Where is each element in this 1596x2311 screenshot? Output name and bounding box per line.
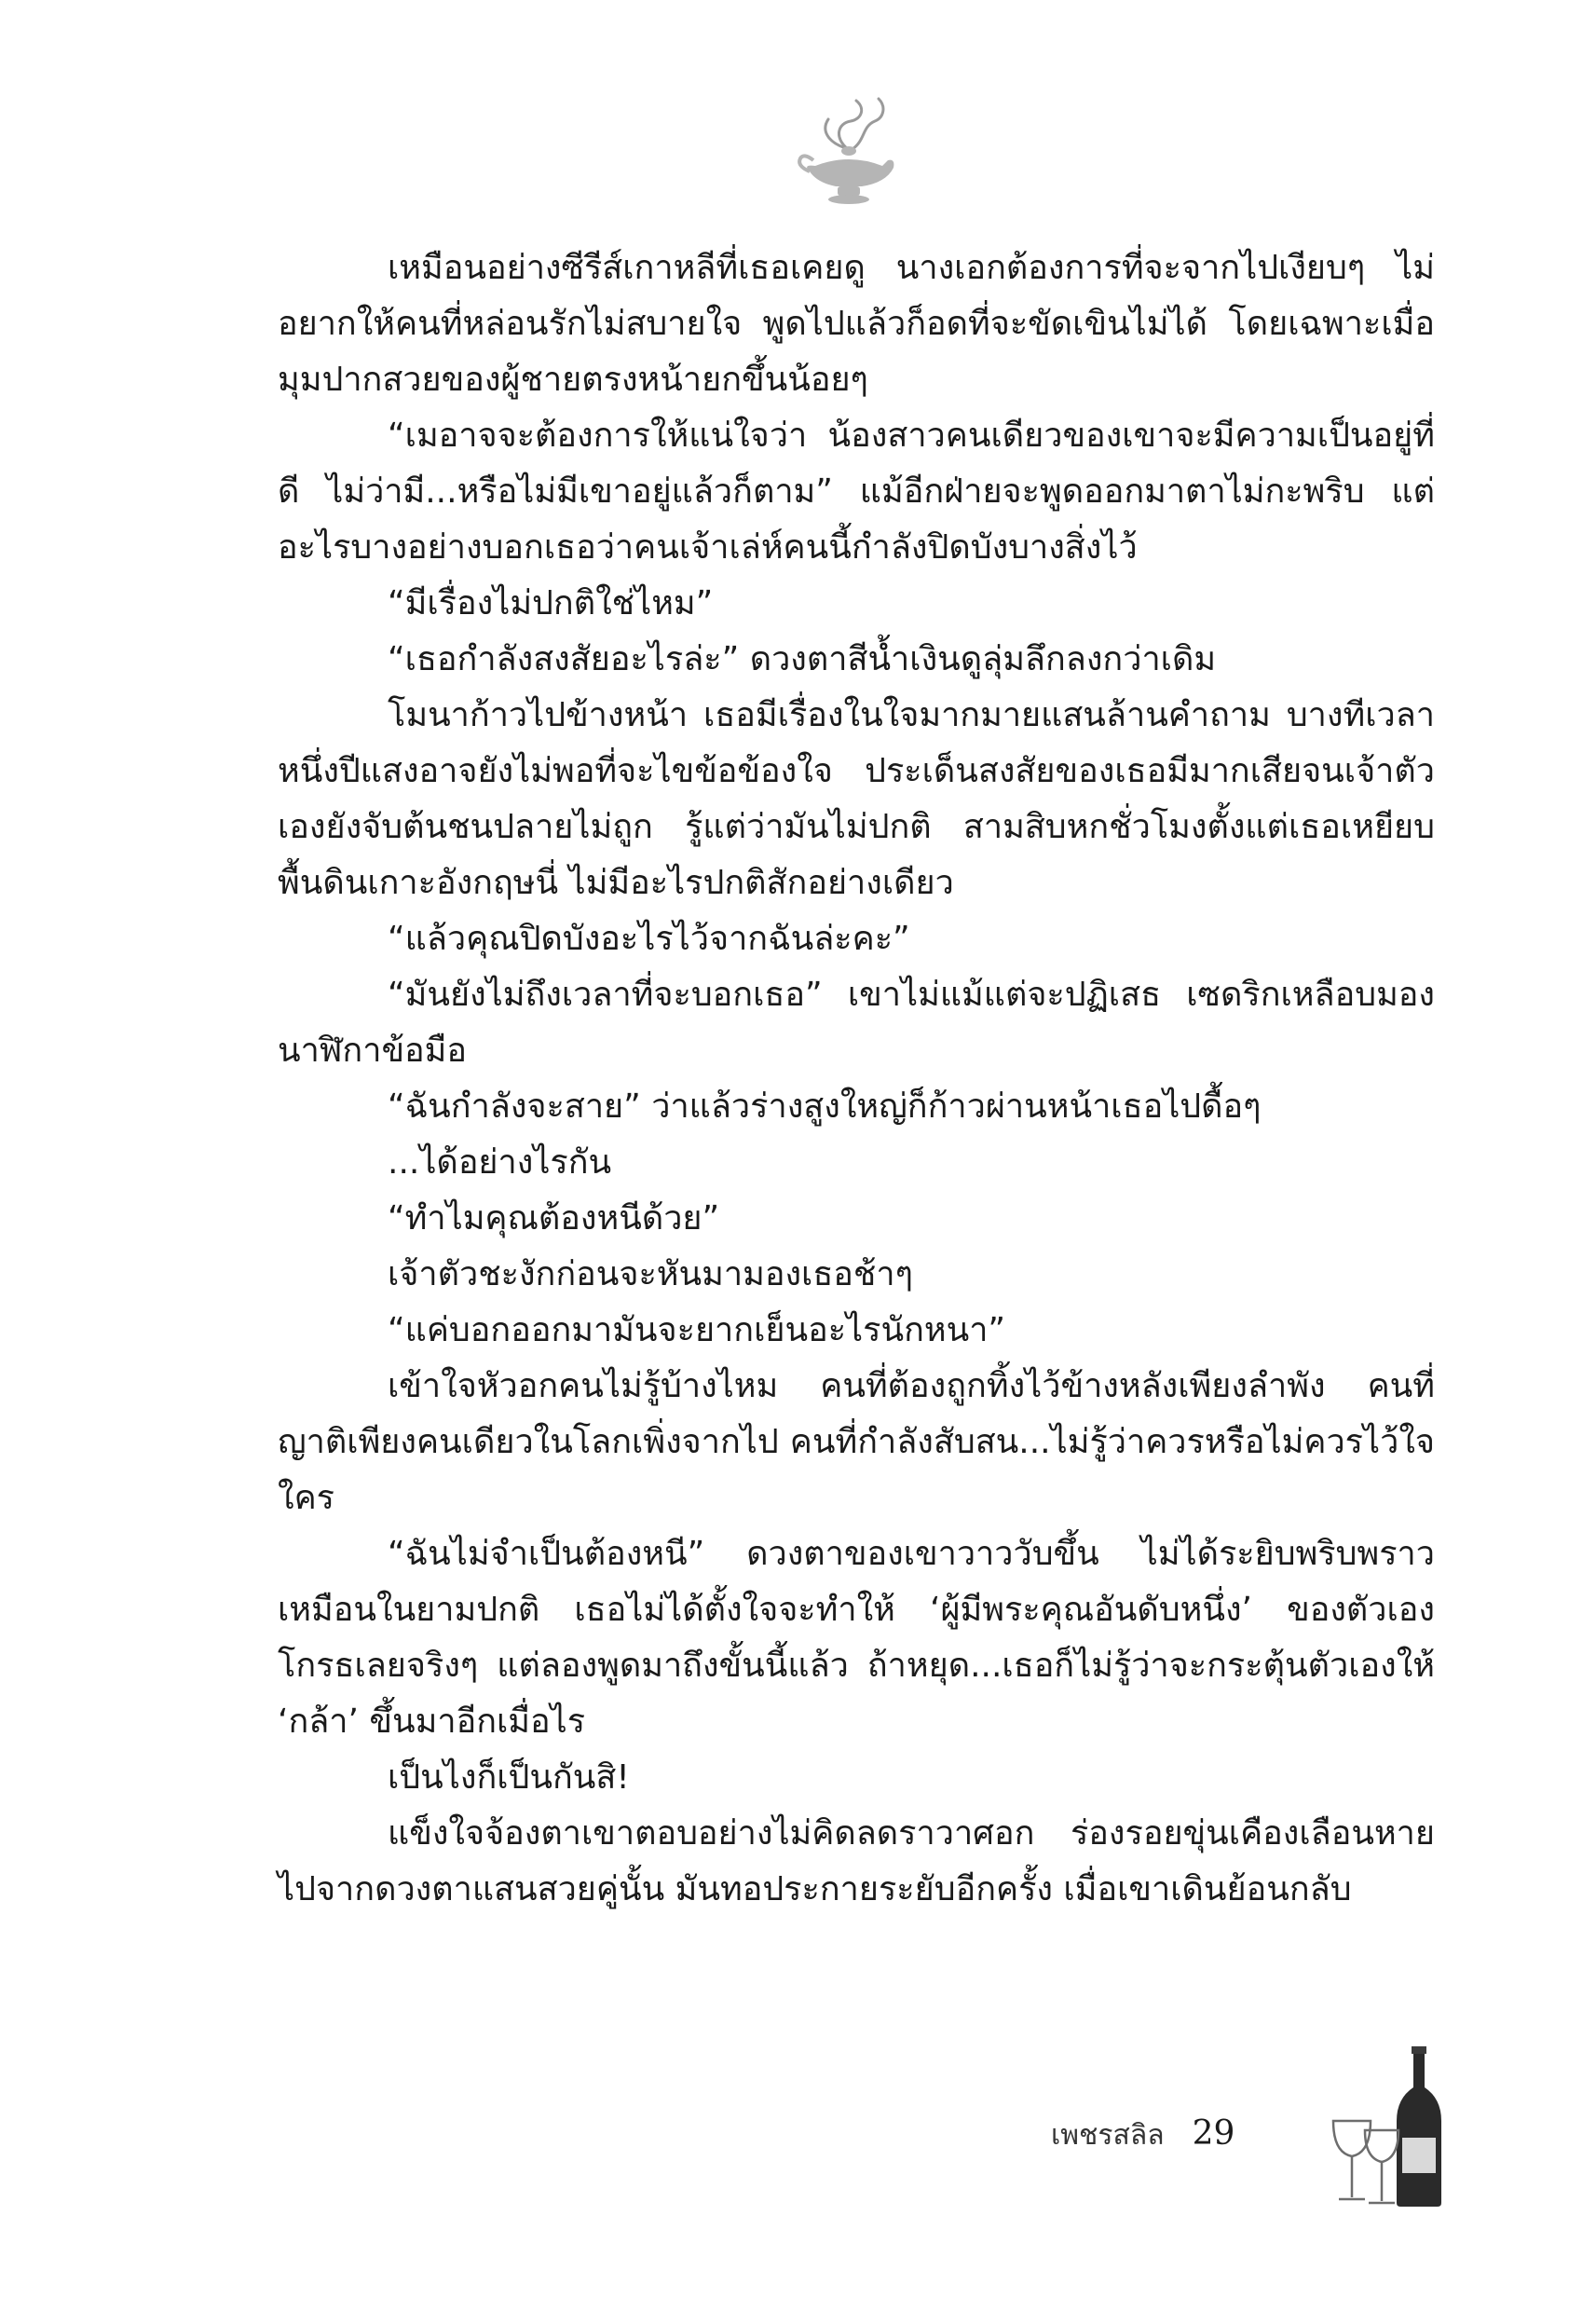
paragraph: โมนาก้าวไปข้างหน้า เธอมีเรื่องในใจมากมายแสนล้านคำถาม บางทีเวลาหนึ่งปีแสงอาจยังไม่พอที่จะไขข้อข้องใจ ประเด็นสงสัยของเธอมีมากเสียจนเจ้าตัวเองยังจับต้นชนปลายไม่ถูก รู้แต่ว่ามันไม่ปกติ สามสิบหกชั่วโมงตั้งแต่เธอเหยียบพื้นดินเกาะอังกฤษนี่ ไม่มีอะไรปกติสักอย่างเดียว [278, 696, 1435, 902]
book-title: เพชรสลิล [1051, 2119, 1165, 2152]
magic-lamp-icon [797, 93, 899, 219]
paragraph: เจ้าตัวชะงักก่อนจะหันมามองเธอช้าๆ [388, 1255, 913, 1293]
page-footer [1051, 2113, 1235, 2169]
paragraph: “ทำไมคุณต้องหนีด้วย” [388, 1199, 720, 1238]
paragraph: เหมือนอย่างซีรีส์เกาหลีที่เธอเคยดู นางเอกต้องการที่จะจากไปเงียบๆ ไม่อยากให้คนที่หล่อนรักไม่สบายใจ พูดไปแล้วก็อดที่จะขัดเขินไม่ได้ โดยเฉพาะเมื่อมุมปากสวยของผู้ชายตรงหน้ายกขึ้นน้อยๆ [278, 249, 1435, 399]
paragraph: “ฉันไม่จำเป็นต้องหนี” ดวงตาของเขาวาววับขึ้น ไม่ได้ระยิบพริบพราวเหมือนในยามปกติ เธอไม่ได้ตั้งใจจะทำให้ ‘ผู้มีพระคุณอันดับหนึ่ง’ ของตัวเองโกรธเลยจริงๆ แต่ลองพูดมาถึงขั้นนี้แล้ว ถ้าหยุด...เธอก็ไม่รู้ว่าจะกระตุ้นตัวเองให้ ‘กล้า’ ขึ้นมาอีกเมื่อไร [278, 1535, 1435, 1741]
paragraph: “แค่บอกออกมามันจะยากเย็นอะไรนักหนา” [388, 1311, 1006, 1349]
paragraph: ...ได้อย่างไรกัน [388, 1143, 612, 1182]
wine-bottle-glasses-icon [1328, 2041, 1453, 2208]
paragraph: “มันยังไม่ถึงเวลาที่จะบอกเธอ” เขาไม่แม้แต่จะปฏิเสธ เซดริกเหลือบมองนาฬิกาข้อมือ [278, 976, 1435, 1070]
paragraph: “แล้วคุณปิดบังอะไรไว้จากฉันล่ะคะ” [388, 920, 910, 958]
page-number: 29 [1192, 2114, 1235, 2153]
paragraph: “มีเรื่องไม่ปกติใช่ไหม” [388, 584, 714, 622]
paragraph: เข้าใจหัวอกคนไม่รู้บ้างไหม คนที่ต้องถูกทิ้งไว้ข้างหลังเพียงลำพัง คนที่ญาติเพียงคนเดียวในโลกเพิ่งจากไป คนที่กำลังสับสน...ไม่รู้ว่าควรหรือไม่ควรไว้ใจใคร [278, 1367, 1435, 1517]
body-text [278, 240, 1435, 1918]
paragraph: “เธอกำลังสงสัยอะไรล่ะ” ดวงตาสีน้ำเงินดูลุ่มลึกลงกว่าเดิม [388, 640, 1217, 678]
paragraph: “เมอาจจะต้องการให้แน่ใจว่า น้องสาวคนเดียวของเขาจะมีความเป็นอยู่ที่ดี ไม่ว่ามี...หรือไม่มีเขาอยู่แล้วก็ตาม” แม้อีกฝ่ายจะพูดออกมาตาไม่กะพริบ แต่อะไรบางอย่างบอกเธอว่าคนเจ้าเล่ห์คนนี้กำลังปิดบังบางสิ่งไว้ [278, 417, 1435, 567]
paragraph: เป็นไงก็เป็นกันสิ! [388, 1758, 630, 1797]
paragraph: แข็งใจจ้องตาเขาตอบอย่างไม่คิดลดราวาศอก ร่องรอยขุ่นเคืองเลือนหายไปจากดวงตาแสนสวยคู่นั้น มันทอประกายระยับอีกครั้ง เมื่อเขาเดินย้อนกลับ [278, 1814, 1435, 1908]
paragraph: “ฉันกำลังจะสาย” ว่าแล้วร่างสูงใหญ่ก็ก้าวผ่านหน้าเธอไปดื้อๆ [388, 1087, 1262, 1126]
